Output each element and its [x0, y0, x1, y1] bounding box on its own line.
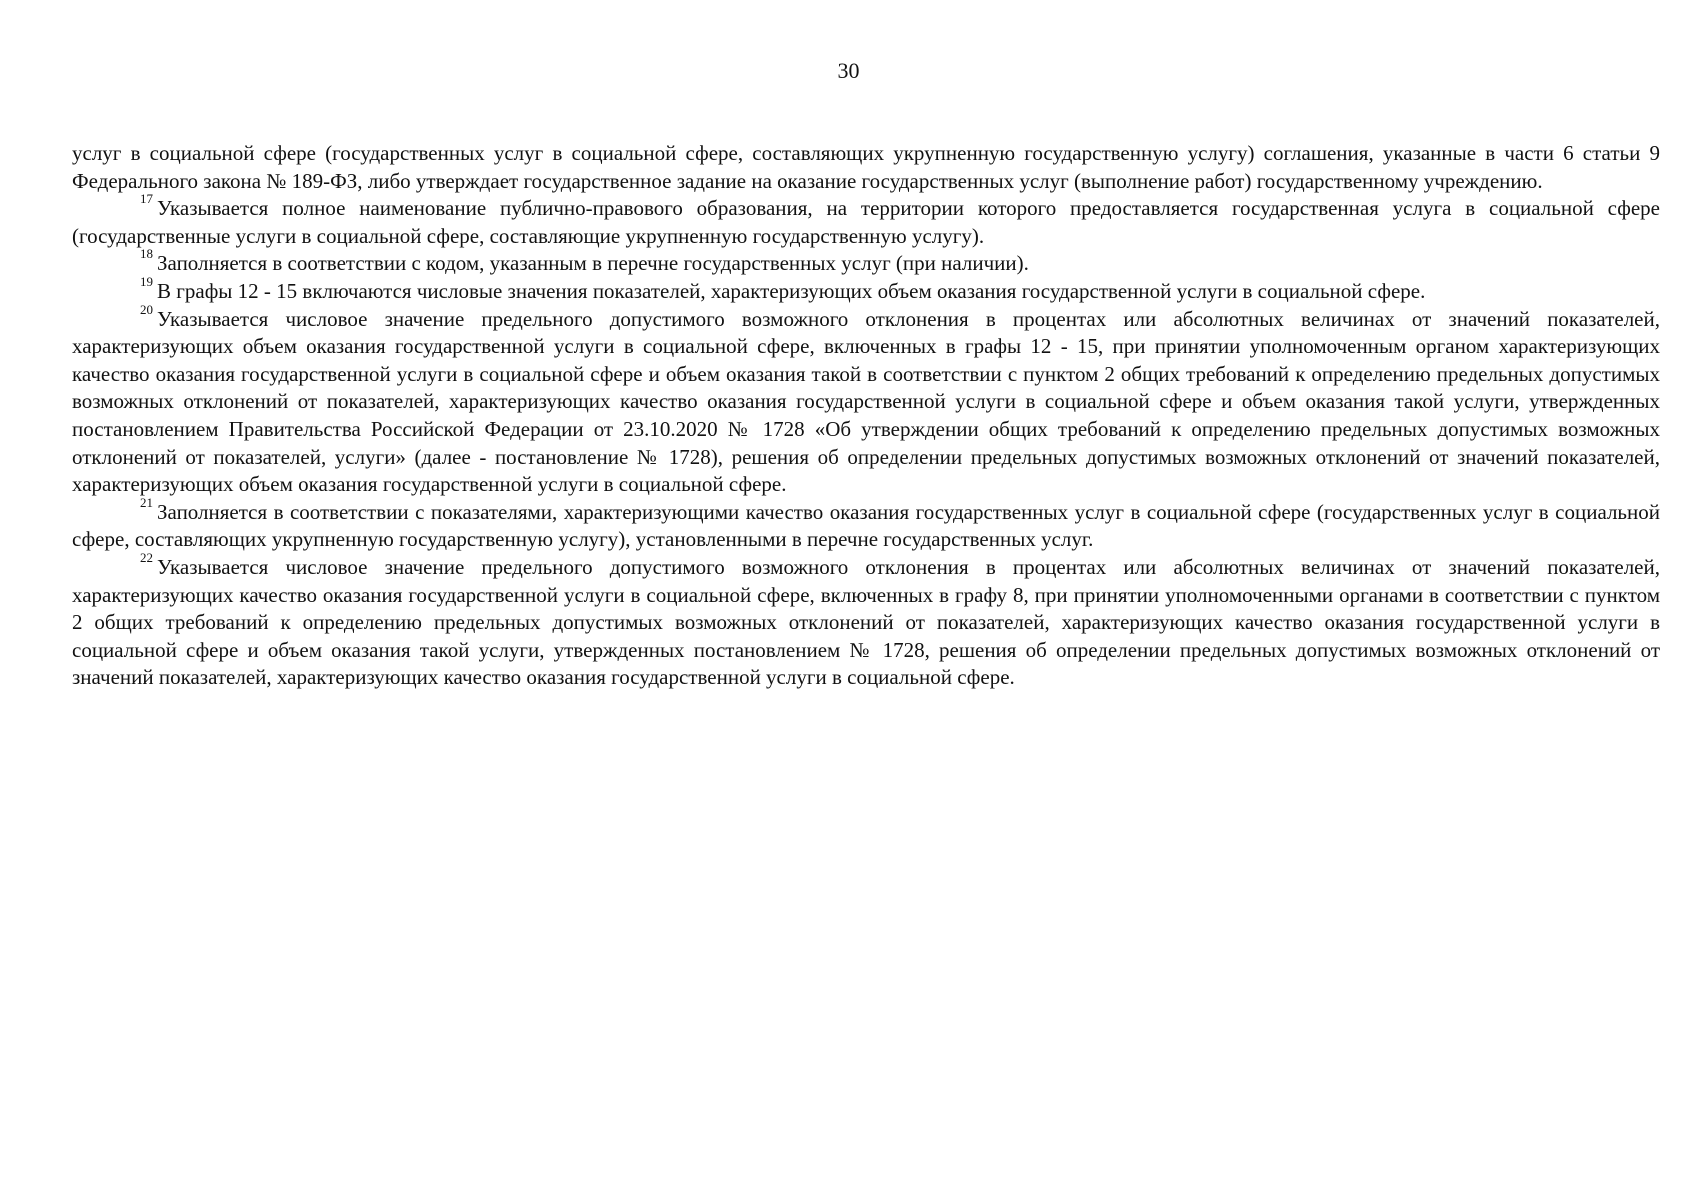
footnote-21: [72, 494, 1660, 554]
footnote-20: [72, 301, 1660, 499]
footnote-mark: 22: [140, 549, 153, 565]
footnote-mark: 20: [140, 301, 153, 317]
footnote-mark: 18: [140, 246, 153, 262]
footnote-text: Указывается числовое значение предельного допустимого возможного отклонения в процентах или абсолютных величинах от значений показателей, характеризующих объем оказания государственной услуги в социальной сфере, включенных в графы 12 - 15, при принятии уполномоченным органом характеризующих качество оказания государственной услуги в социальной сфере и объем оказания такой в соответствии с пунктом 2 общих требований к определению предельных допустимых возможных отклонений от показателей, характеризующих качество оказания государственной услуги в социальной сфере и объем оказания такой услуги, утвержденных постановлением Правительства Российской Федерации от 23.10.2020 № 1728 «Об утверждении общих требований к определению предельных допустимых возможных отклонений от показателей, услуги» (далее - постановление № 1728), решения об определении предельных допустимых возможных отклонений от значений показателей, характеризующих объем оказания государственной услуги в социальной сфере.: [72, 306, 1660, 497]
footnote-text: Заполняется в соответствии с кодом, указанным в перечне государственных услуг (при наличии).: [157, 251, 1029, 276]
footnote-mark: 21: [140, 494, 153, 510]
document-body: [72, 140, 1660, 692]
footnote-text: Указывается числовое значение предельного допустимого возможного отклонения в процентах или абсолютных величинах от значений показателей, характеризующих качество оказания государственной услуги в социальной сфере, включенных в графу 8, при принятии уполномоченными органами в соответствии с пунктом 2 общих требований к определению предельных допустимых возможных отклонений от показателей, характеризующих качество оказания государственной услуги в социальной сфере и объем оказания такой услуги, утвержденных постановлением № 1728, решения об определении предельных допустимых возможных отклонений от значений показателей, характеризующих качество оказания государственной услуги в социальной сфере.: [72, 554, 1660, 690]
footnote-text: В графы 12 - 15 включаются числовые значения показателей, характеризующих объем оказания государственной услуги в социальной сфере.: [157, 278, 1426, 303]
footnote-18: [72, 246, 1660, 278]
footnote-22: [72, 549, 1660, 692]
page-number: 30: [837, 58, 860, 83]
footnote-19: [72, 273, 1660, 306]
footnote-text: Указывается полное наименование публично-правового образования, на территории которого предоставляется государственная услуга в социальной сфере (государственные услуги в социальной сфере, составляющие укрупненную государственную услугу).: [72, 196, 1660, 248]
footnote-text: Заполняется в соответствии с показателями, характеризующими качество оказания государственных услуг в социальной сфере (государственных услуг в социальной сфере, составляющих укрупненную государственную услугу), установленными в перечне государственных услуг.: [72, 499, 1660, 552]
continuation-paragraph: услуг в социальной сфере (государственных услуг в социальной сфере, составляющих укрупненную государственную услугу) соглашения, указанные в части 6 статьи 9 Федерального закона № 189-ФЗ, либо утверждает государственное задание на оказание государственных услуг (выполнение работ) государственному учреждению.: [72, 141, 1660, 193]
footnote-mark: 19: [140, 273, 153, 289]
footnote-17: [72, 191, 1660, 250]
footnote-mark: 17: [140, 191, 153, 207]
